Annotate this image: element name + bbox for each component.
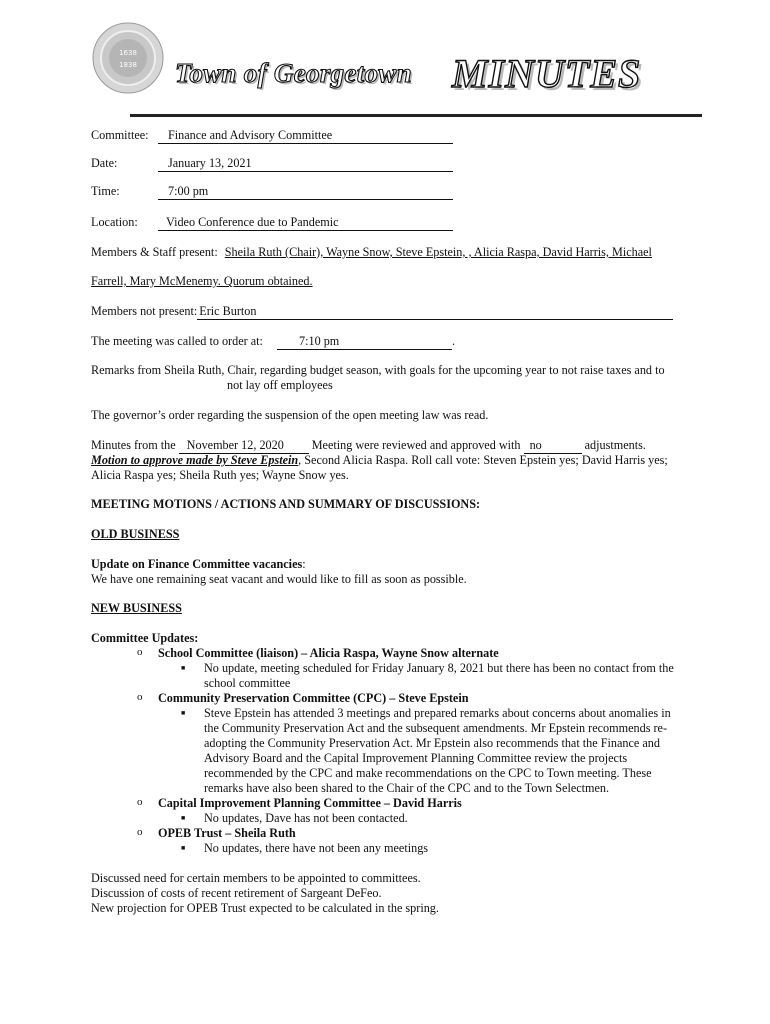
committee-value: Finance and Advisory Committee [158,128,453,144]
cpc-title: Community Preservation Committee (CPC) – Steve Epstein [158,691,469,705]
square-bullet-icon: ■ [181,709,186,717]
vacancies-title: Update on Finance Committee vacancies [91,557,303,571]
school-committee-title: School Committee (liaison) – Alicia Raspa, Wayne Snow alternate [158,646,499,660]
circle-bullet-icon: o [137,691,143,703]
circle-bullet-icon: o [137,796,143,808]
opeb-title: OPEB Trust – Sheila Ruth [158,826,296,840]
remarks-line2: not lay off employees [227,378,333,392]
town-seal [92,22,164,94]
circle-bullet-icon: o [137,826,143,838]
old-business-heading: OLD BUSINESS [91,527,180,541]
vacancies-colon: : [302,557,306,571]
committee-label: Committee: [91,128,149,142]
cpc-line5: recommended by the CPC and make recommendations on the CPC to Town meeting. These [204,766,652,780]
capital-title: Capital Improvement Planning Committee – David Harris [158,796,462,810]
committee-updates-title: Committee Updates: [91,631,199,645]
cpc-line4: Advisory Board and the Capital Improvement Planning Committee review the projects [204,751,628,765]
school-line2: school committee [204,676,291,690]
vacancies-text: We have one remaining seat vacant and would like to fill as soon as possible. [91,572,467,586]
remarks-line1: Remarks from Sheila Ruth, Chair, regarding budget season, with goals for the upcoming year to not raise taxes and to [91,363,665,377]
roll-call-line: Alicia Raspa yes; Sheila Ruth yes; Wayne Snow yes. [91,468,349,482]
time-value: 7:00 pm [158,184,453,200]
seal-year-1: 1638 [119,49,137,57]
members-present-line2: Farrell, Mary McMenemy. Quorum obtained. [91,274,313,288]
cpc-line2: the Community Preservation Act and the subsequent amendments. Mr Epstein recommends re- [204,721,668,735]
cpc-line1: Steve Epstein has attended 3 meetings and prepared remarks about concerns about anomalies in [204,706,671,720]
closing-line1: Discussed need for certain members to be appointed to committees. [91,871,421,885]
date-label: Date: [91,156,118,170]
square-bullet-icon: ■ [181,844,186,852]
members-absent-value: Eric Burton [197,304,673,320]
members-absent-label: Members not present: [91,304,198,318]
header-rule [130,114,702,117]
call-to-order-label: The meeting was called to order at: [91,334,263,348]
minutes-suffix: adjustments. [584,438,646,452]
seal-year-2: 1838 [119,61,137,69]
new-business-heading: NEW BUSINESS [91,601,182,615]
cpc-line3: adopting the Community Preservation Act. Mr Epstein also recommends that the Finance and [204,736,660,750]
opeb-line1: No updates, there have not been any meetings [204,841,429,855]
call-to-order-time: 7:10 pm [277,334,452,350]
town-name: Town of Georgetown [175,58,412,88]
motion-rest: , Second Alicia Raspa. Roll call vote: Steven Epstein yes; David Harris yes; [298,453,668,467]
governor-order: The governor’s order regarding the suspension of the open meeting law was read. [91,408,489,422]
time-label: Time: [91,184,120,198]
minutes-adjustments: no [524,438,582,454]
motion-approve: Motion to approve made by Steve Epstein [91,453,299,467]
minutes-middle: Meeting were reviewed and approved with [311,438,521,452]
square-bullet-icon: ■ [181,814,186,822]
document-title: MINUTES [452,51,642,96]
cpc-line6: remarks have also been shared to the Chair of the CPC and to the Town Selectmen. [204,781,610,795]
square-bullet-icon: ■ [181,664,186,672]
location-label: Location: [91,215,138,229]
date-value: January 13, 2021 [158,156,453,172]
minutes-date: November 12, 2020 [179,438,309,454]
circle-bullet-icon: o [137,646,143,658]
closing-line3: New projection for OPEB Trust expected to be calculated in the spring. [91,901,439,915]
minutes-prefix: Minutes from the [91,438,176,452]
section-heading: MEETING MOTIONS / ACTIONS AND SUMMARY OF DISCUSSIONS: [91,497,481,511]
members-present-line1: Sheila Ruth (Chair), Wayne Snow, Steve Epstein, , Alicia Raspa, David Harris, Michael [224,245,652,259]
call-to-order-period: . [452,334,456,348]
capital-line1: No updates, Dave has not been contacted. [204,811,408,825]
location-value: Video Conference due to Pandemic [158,215,453,231]
members-present-label: Members & Staff present: [91,245,218,259]
school-line1: No update, meeting scheduled for Friday January 8, 2021 but there has been no contact from the [204,661,674,675]
closing-line2: Discussion of costs of recent retirement of Sargeant DeFeo. [91,886,382,900]
